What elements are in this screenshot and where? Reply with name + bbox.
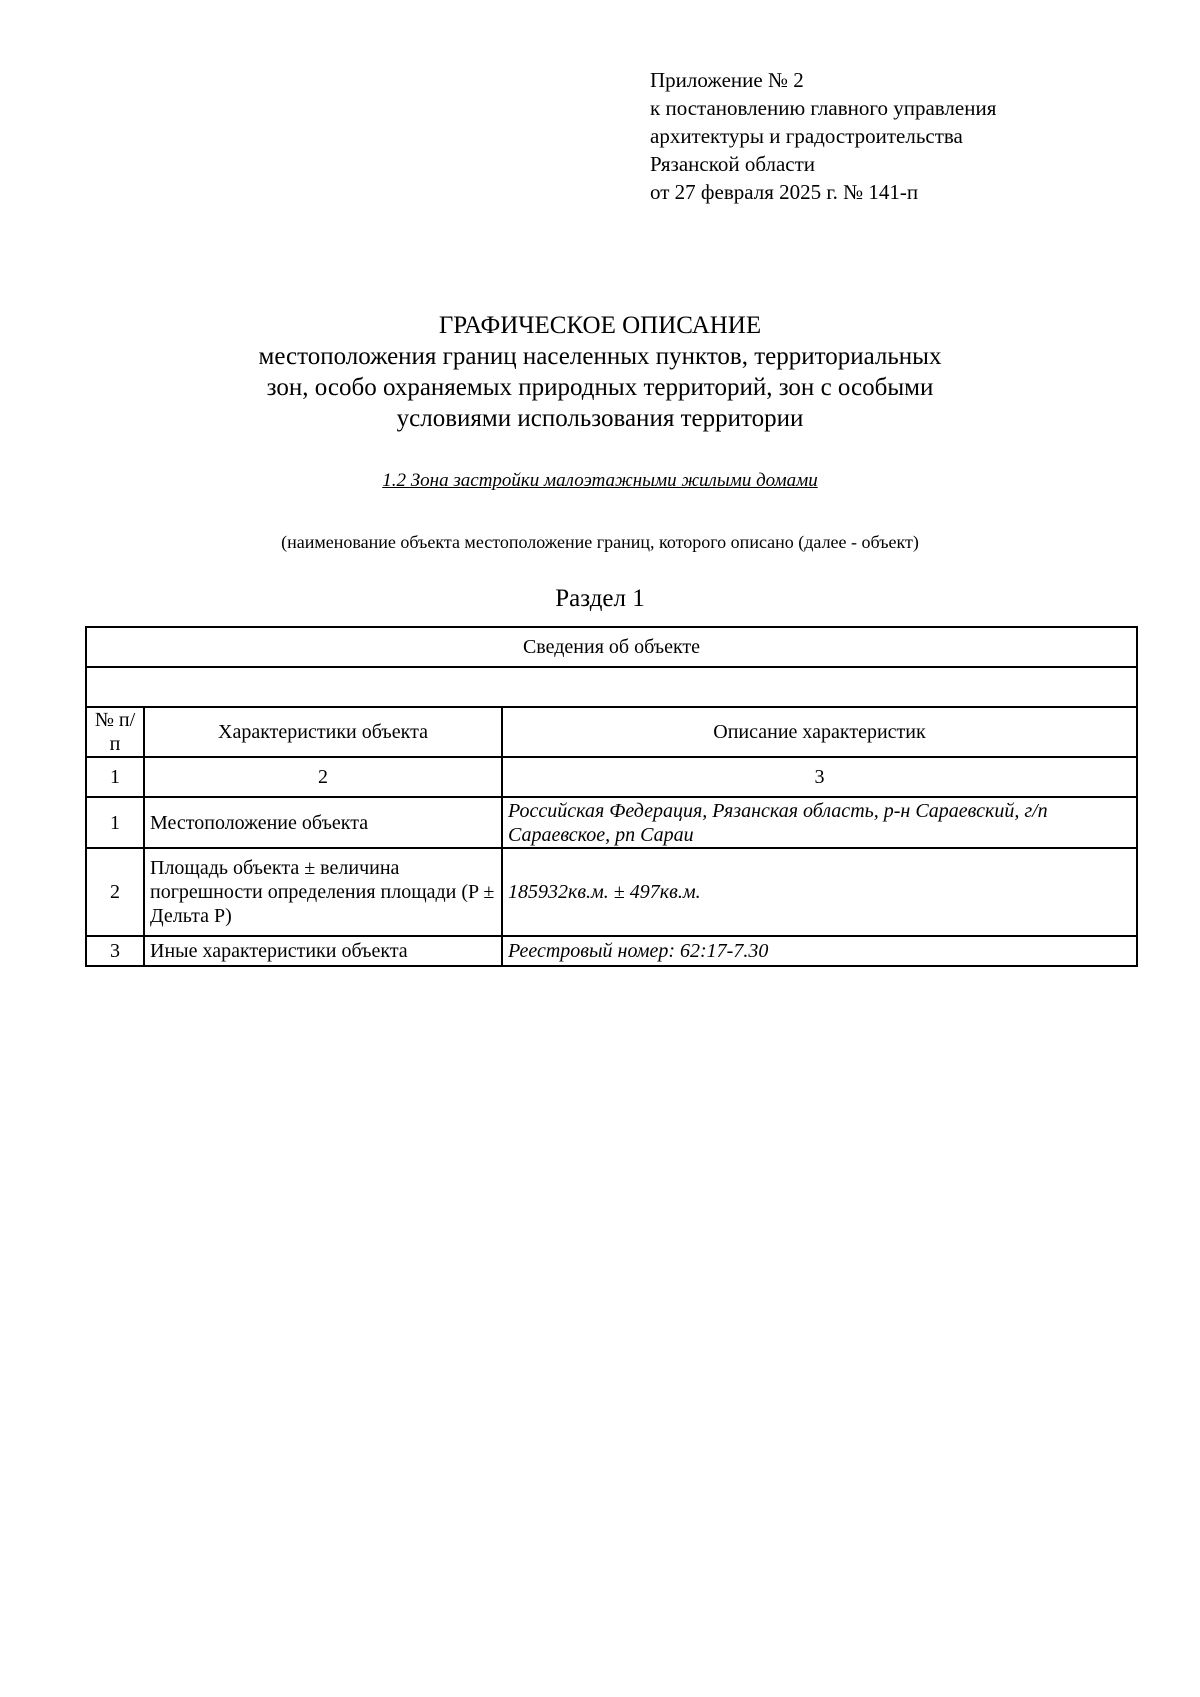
- table-header-row: [86, 707, 1137, 757]
- title-line: условиями использования территории: [396, 405, 804, 432]
- title-heading: ГРАФИЧЕСКОЕ ОПИСАНИЕ: [438, 312, 762, 339]
- header-num: № п/п: [86, 707, 144, 757]
- table-empty-row: [86, 667, 1137, 707]
- appendix-block: [650, 66, 996, 206]
- header-description: Описание характеристик: [502, 707, 1137, 757]
- row-num: 3: [86, 936, 144, 966]
- table-caption: Сведения об объекте: [86, 627, 1137, 667]
- object-name: [0, 470, 1200, 492]
- section-title: Раздел 1: [555, 585, 645, 612]
- row-characteristic: Иные характеристики объекта: [144, 936, 502, 966]
- appendix-line: Рязанской области: [650, 152, 816, 176]
- row-description: Российская Федерация, Рязанская область, р-н Сараевский, г/п Сараевское, рп Сараи: [502, 797, 1137, 848]
- table-row: [86, 848, 1137, 936]
- table-caption-row: [86, 627, 1137, 667]
- appendix-line: архитектуры и градостроительства: [650, 124, 963, 148]
- column-number: 3: [502, 757, 1137, 797]
- row-description: 185932кв.м. ± 497кв.м.: [502, 848, 1137, 936]
- table-row: [86, 797, 1137, 848]
- title-line: местоположения границ населенных пунктов, территориальных: [258, 343, 942, 370]
- table-column-number-row: [86, 757, 1137, 797]
- object-name-text: 1.2 Зона застройки малоэтажными жилыми домами: [382, 470, 818, 491]
- header-characteristic: Характеристики объекта: [144, 707, 502, 757]
- column-number: 2: [144, 757, 502, 797]
- row-num: 2: [86, 848, 144, 936]
- row-num: 1: [86, 797, 144, 848]
- table-empty-cell: [86, 667, 1137, 707]
- row-characteristic: Площадь объекта ± величина погрешности определения площади (P ± Дельта P): [144, 848, 502, 936]
- appendix-line: Приложение № 2: [650, 68, 804, 92]
- object-caption: (наименование объекта местоположение границ, которого описано (далее - объект): [281, 532, 919, 552]
- row-description: Реестровый номер: 62:17-7.30: [502, 936, 1137, 966]
- column-number: 1: [86, 757, 144, 797]
- document-title: [0, 310, 1200, 434]
- table-row: [86, 936, 1137, 966]
- appendix-line: к постановлению главного управления: [650, 96, 997, 120]
- object-info-table: [85, 626, 1138, 967]
- title-line: зон, особо охраняемых природных территорий, зон с особыми: [266, 374, 934, 401]
- appendix-line: от 27 февраля 2025 г. № 141-п: [650, 180, 919, 204]
- row-characteristic: Местоположение объекта: [144, 797, 502, 848]
